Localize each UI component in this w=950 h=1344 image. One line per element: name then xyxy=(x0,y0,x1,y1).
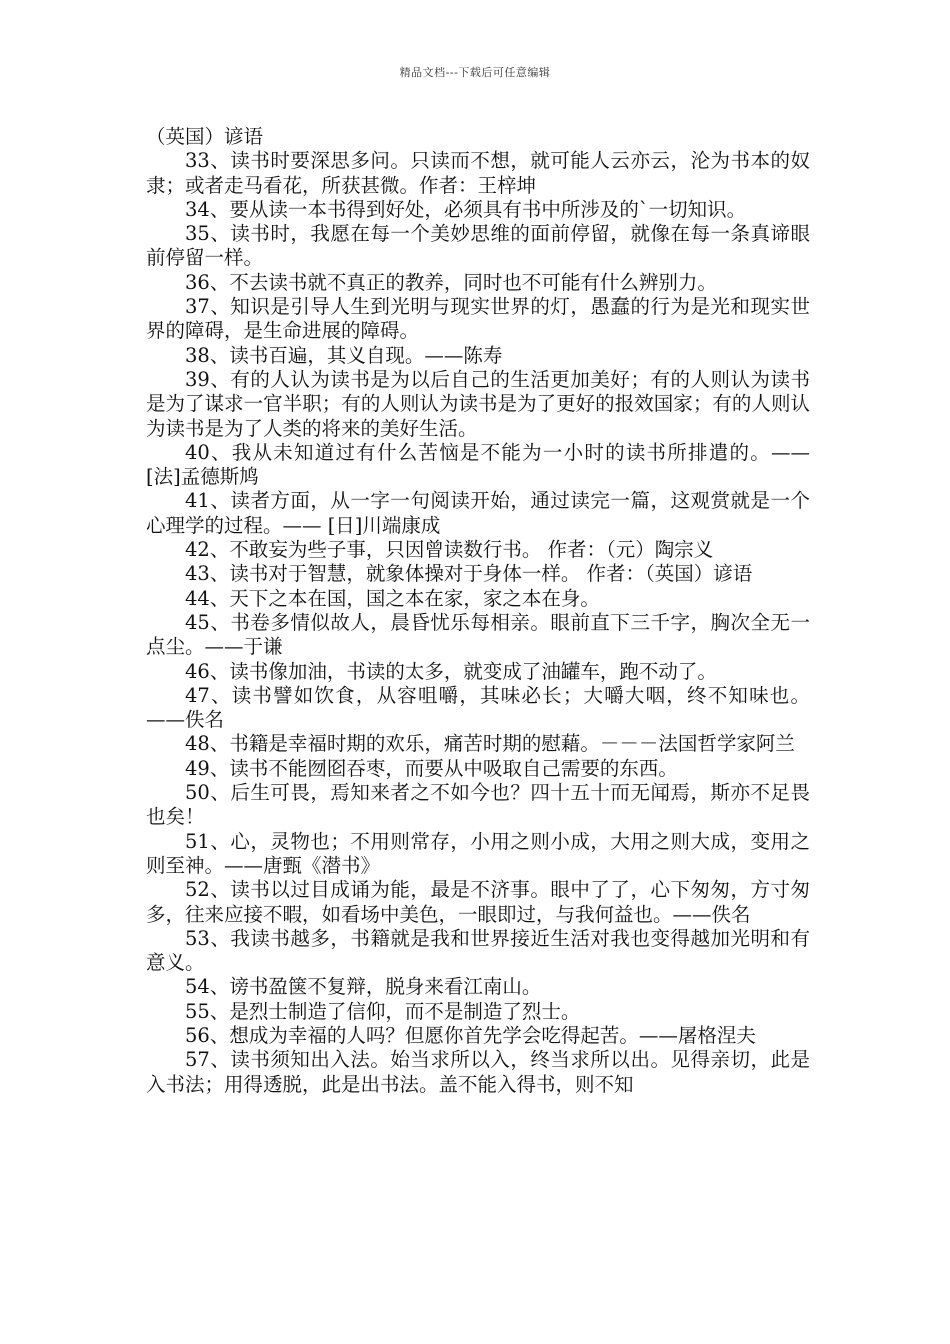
quote-paragraph-51: 51、心，灵物也；不用则常存，小用之则小成，大用之则大成，变用之则至神。——唐甄《潜书》 xyxy=(146,829,810,877)
paragraph-continuation: （英国）谚语 xyxy=(146,125,264,148)
quote-paragraph-57: 57、读书须知出入法。始当求所以入，终当求所以出。见得亲切，此是入书法；用得透脱，此是出书法。盖不能入得书，则不知 xyxy=(146,1048,810,1096)
quote-paragraph-43: 43、读书对于智慧，就象体操对于身体一样。 作者：（英国）谚语 xyxy=(185,562,753,586)
quote-paragraph-40: 40、我从未知道过有什么苦恼是不能为一小时的读书所排遣的。——[法]孟德斯鸠 xyxy=(146,440,810,489)
quote-paragraph-37: 37、知识是引导人生到光明与现实世界的灯，愚蠢的行为是光和现实世界的障碍，是生命进展的障碍。 xyxy=(146,295,810,343)
quote-paragraph-56: 56、想成为幸福的人吗？但愿你首先学会吃得起苦。——屠格涅夫 xyxy=(185,1023,756,1047)
quote-paragraph-50: 50、后生可畏，焉知来者之不如今也？四十五十而无闻焉，斯亦不足畏也矣！ xyxy=(146,781,810,829)
quote-paragraph-52: 52、读书以过目成诵为能，最是不济事。眼中了了，心下匆匆，方寸匆多，往来应接不暇，如看场中美色，一眼即过，与我何益也。——佚名 xyxy=(146,878,810,926)
quote-paragraph-54: 54、谤书盈箧不复辩，脱身来看江南山。 xyxy=(185,975,542,999)
document-body xyxy=(146,125,810,1097)
quote-paragraph-49: 49、读书不能囫囵吞枣，而要从中吸取自己需要的东西。 xyxy=(185,756,678,780)
quote-paragraph-41: 41、读者方面，从一字一句阅读开始，通过读完一篇，这观赏就是一个心理学的过程。—— [日]川端康成 xyxy=(146,489,810,537)
quote-paragraph-39: 39、有的人认为读书是为以后自己的生活更加美好；有的人则认为读书是为了谋求一官半职；有的人则认为读书是为了更好的报效国家；有的人则认为读书是为了人类的将来的美好生活。 xyxy=(146,367,810,440)
quote-paragraph-36: 36、不去读书就不真正的教养，同时也不可能有什么辨别力。 xyxy=(185,270,717,294)
quote-paragraph-55: 55、是烈士制造了信仰，而不是制造了烈士。 xyxy=(185,999,581,1023)
quote-paragraph-46: 46、读书像加油，书读的太多，就变成了油罐车，跑不动了。 xyxy=(185,659,717,683)
quote-paragraph-34: 34、要从读一本书得到好处，必须具有书中所涉及的`一切知识。 xyxy=(185,197,747,221)
quote-paragraph-35: 35、读书时，我愿在每一个美妙思维的面前停留，就像在每一条真谛眼前停留一样。 xyxy=(146,222,810,270)
quote-paragraph-48: 48、书籍是幸福时期的欢乐，痛苦时期的慰藉。－－－法国哲学家阿兰 xyxy=(185,732,795,756)
quote-paragraph-33: 33、读书时要深思多问。只读而不想，就可能人云亦云，沦为书本的奴隶；或者走马看花，所获甚微。作者：王梓坤 xyxy=(146,149,810,197)
quote-paragraph-53: 53、我读书越多，书籍就是我和世界接近生活对我也变得越加光明和有意义。 xyxy=(146,926,810,975)
quote-paragraph-45: 45、书卷多情似故人，晨昏忧乐每相亲。眼前直下三千字，胸次全无一点尘。——于谦 xyxy=(146,610,810,659)
quote-paragraph-47: 47、读书譬如饮食，从容咀嚼，其味必长；大嚼大咽，终不知味也。——佚名 xyxy=(146,683,810,732)
quote-paragraph-38: 38、读书百遍，其义自现。——陈寿 xyxy=(185,343,503,367)
quote-paragraph-44: 44、天下之本在国，国之本在家，家之本在身。 xyxy=(185,586,600,610)
page-header: 精品文档---下载后可任意编辑 xyxy=(399,66,551,79)
quote-paragraph-42: 42、不敢妄为些子事，只因曾读数行书。 作者：（元）陶宗义 xyxy=(185,538,714,562)
